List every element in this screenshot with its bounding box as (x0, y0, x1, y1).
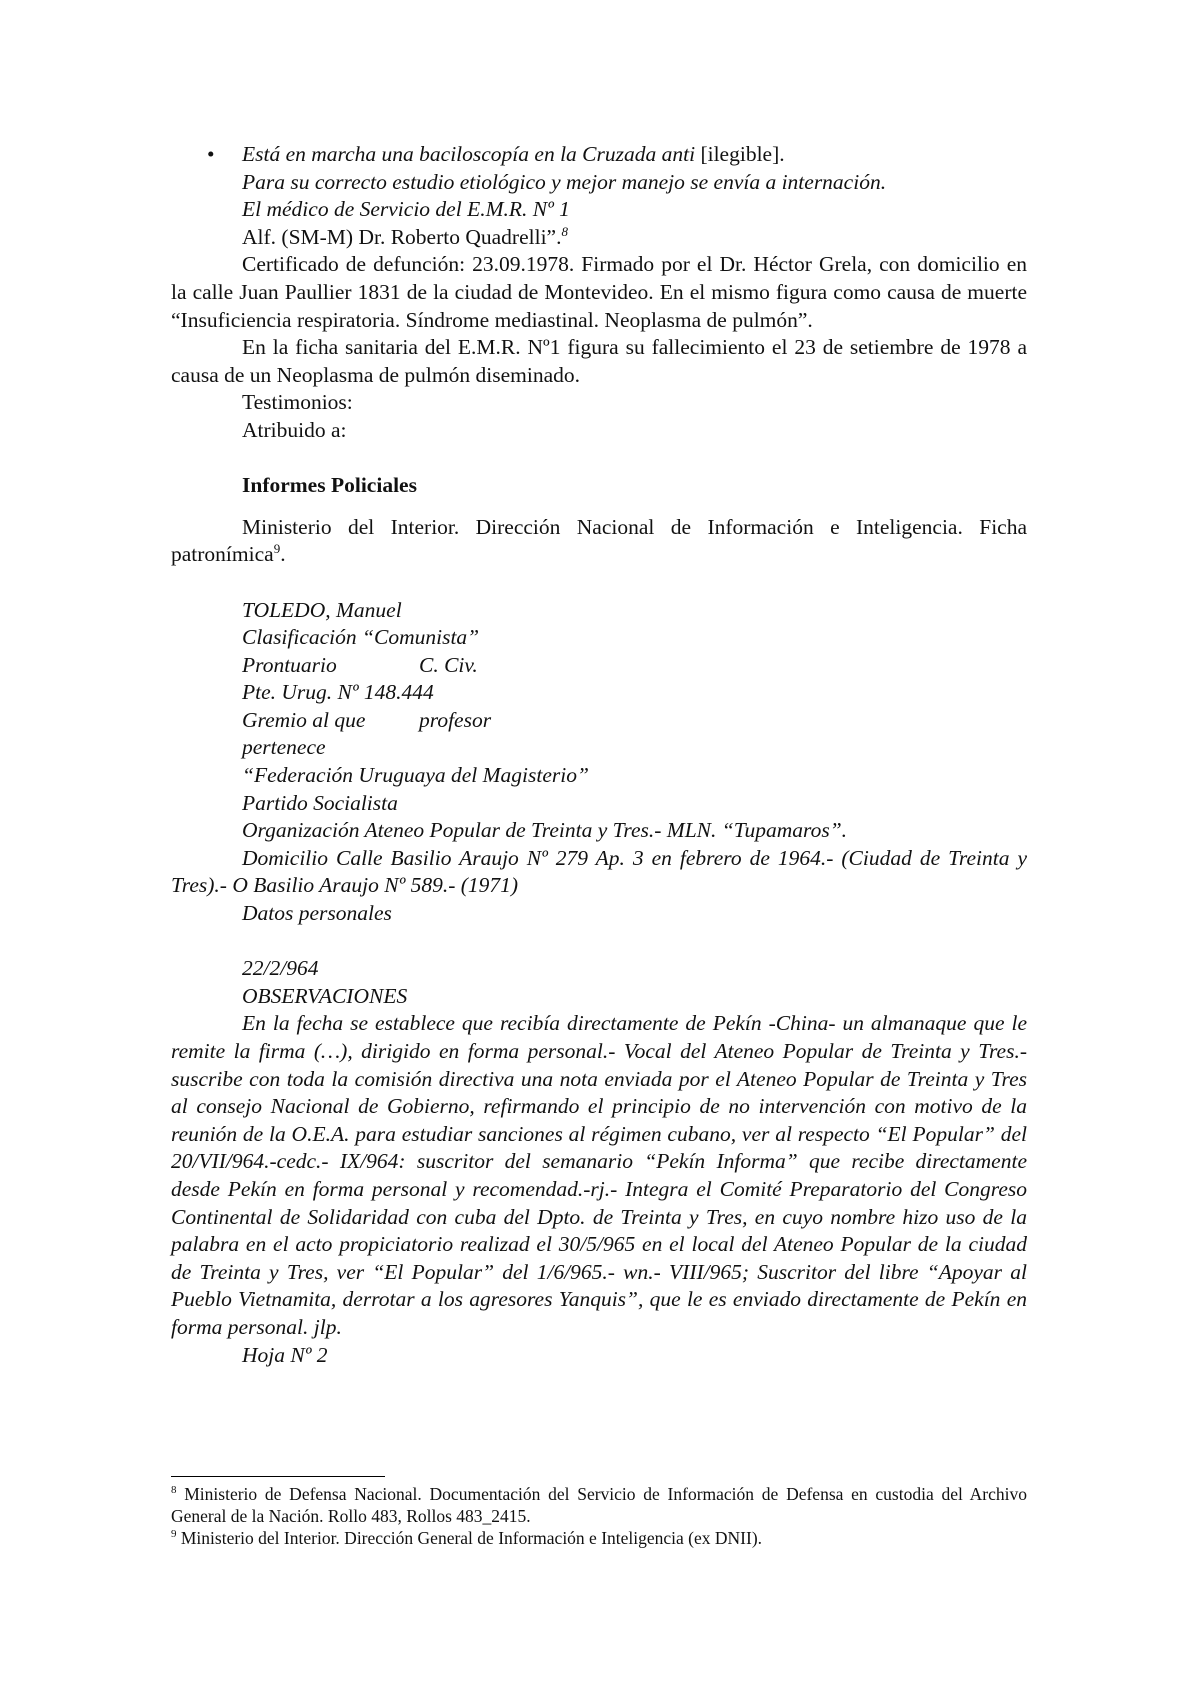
prontuario-value: C. Civ. (419, 652, 478, 677)
ficha-hoja: Hoja Nº 2 (242, 1342, 328, 1367)
footnote-ref-8: 8 (561, 223, 568, 239)
bullet-item (171, 141, 1027, 169)
footnote-text: Ministerio del Interior. Dirección General de Información e Inteligencia (ex DNII). (180, 1528, 763, 1548)
observaciones-text: En la fecha se establece que recibía directamente de Pekín -China- un almanaque que le remite la firma (…), dirigido en forma personal.- Vocal del Ateneo Popular de Treinta y Tres.- suscribe con toda la comisión directiva una nota enviada por el Ateneo Popular de Treinta y Tres al consejo Nacional de Gobierno, refirmando el principio de no intervención con motivo de la reunión de la O.E.A. para estudiar sanciones al régimen cubano, ver al respecto “El Popular” del 20/VII/964.-cedc.- IX/964: suscritor del semanario “Pekín Informa” que recibe directamente desde Pekín en forma personal y recomendad.-rj.- Integra el Comité Preparatorio del Congreso Continental de Solidaridad con cuba del Dpto. de Treinta y Tres, en cuyo nombre hizo uso de la palabra en el acto propiciatorio realizad el 30/5/965 en el local del Ateneo Popular de la ciudad de Treinta y Tres, ver “El Popular” del 1/6/965.- wn.- VIII/965; Suscritor del libre “Apoyar al Pueblo Vietnamita, derrotar a los agresores Yanquis”, que le es enviado directamente de Pekín en forma personal. jlp. (171, 1011, 1027, 1339)
ficha-partido: Partido Socialista (242, 790, 398, 815)
ficha-prontuario (171, 652, 1027, 680)
ficha-federacion: “Federación Uruguaya del Magisterio” (242, 763, 589, 788)
bullet-italic-text: Está en marcha una baciloscopía en la Cruzada anti (242, 142, 696, 166)
ficha-organizacion: Organización Ateneo Popular de Treinta y Tres.- MLN. “Tupamaros”. (242, 818, 848, 843)
ficha-clasificacion: Clasificación “Comunista” (242, 625, 480, 650)
certificate-paragraph: Certificado de defunción: 23.09.1978. Firmado por el Dr. Héctor Grela, con domicilio en la calle Juan Paullier 1831 de la ciudad de Montevideo. En el mismo figura como causa de muerte “Insuficiencia respiratoria. Síndrome mediastinal. Neoplasma de pulmón”. (171, 252, 1027, 332)
footnote-divider (171, 1476, 385, 1477)
footnotes (171, 1483, 1027, 1549)
footnote-number: 9 (171, 1528, 177, 1541)
gremio-label: Gremio al que pertenece (242, 707, 366, 760)
footnote-8 (171, 1483, 1027, 1527)
ficha-gremio (171, 707, 1027, 762)
ficha-block (171, 597, 1027, 1370)
prontuario-label: Prontuario (242, 652, 337, 677)
observaciones-label: OBSERVACIONES (242, 983, 408, 1008)
atribuido-line: Atribuido a: (242, 417, 347, 442)
ministerio-text: Ministerio del Interior. Dirección Nacional de Información e Inteligencia. Ficha patronímica (171, 514, 1027, 567)
footnote-number: 8 (171, 1484, 177, 1497)
section-heading: Informes Policiales (242, 473, 417, 498)
footnote-ref-9: 9 (273, 541, 281, 557)
ficha-fecha: 22/2/964 (242, 956, 319, 981)
testimonios-line: Testimonios: (242, 390, 353, 415)
bullet-plain-text: [ilegible]. (700, 142, 785, 166)
ministerio-paragraph: Ministerio del Interior. Dirección Nacional de Información e Inteligencia. Ficha patronímica$^9$. (171, 514, 1027, 567)
letter-signature (171, 224, 1027, 252)
letter-line-1: Para su correcto estudio etiológico y mejor manejo se envía a internación. (242, 169, 887, 194)
letter-line-2: El médico de Servicio del E.M.R. Nº 1 (242, 197, 570, 222)
ficha-datos: Datos personales (242, 901, 392, 926)
footnote-9 (171, 1527, 1027, 1549)
bullet-icon: • (207, 142, 215, 166)
ficha-domicilio: Domicilio Calle Basilio Araujo Nº 279 Ap. 3 en febrero de 1964.- (Ciudad de Treinta y Tres).- O Basilio Araujo Nº 589.- (1971) (171, 845, 1027, 898)
ficha-sanitaria-paragraph: En la ficha sanitaria del E.M.R. Nº1 figura su fallecimiento el 23 de setiembre de 1978 a causa de un Neoplasma de pulmón diseminado. (171, 335, 1027, 387)
ficha-pte: Pte. Urug. Nº 148.444 (242, 680, 434, 705)
gremio-value: profesor (419, 707, 492, 732)
ficha-name: TOLEDO, Manuel (242, 597, 402, 622)
footnote-text: Ministerio de Defensa Nacional. Documentación del Servicio de Información de Defensa en custodia del Archivo General de la Nación. Rollo 483, Rollos 483_2415. (171, 1484, 1027, 1526)
document-body (171, 141, 1027, 1369)
signature-text: Alf. (SM-M) Dr. Roberto Quadrelli”. (242, 224, 562, 249)
